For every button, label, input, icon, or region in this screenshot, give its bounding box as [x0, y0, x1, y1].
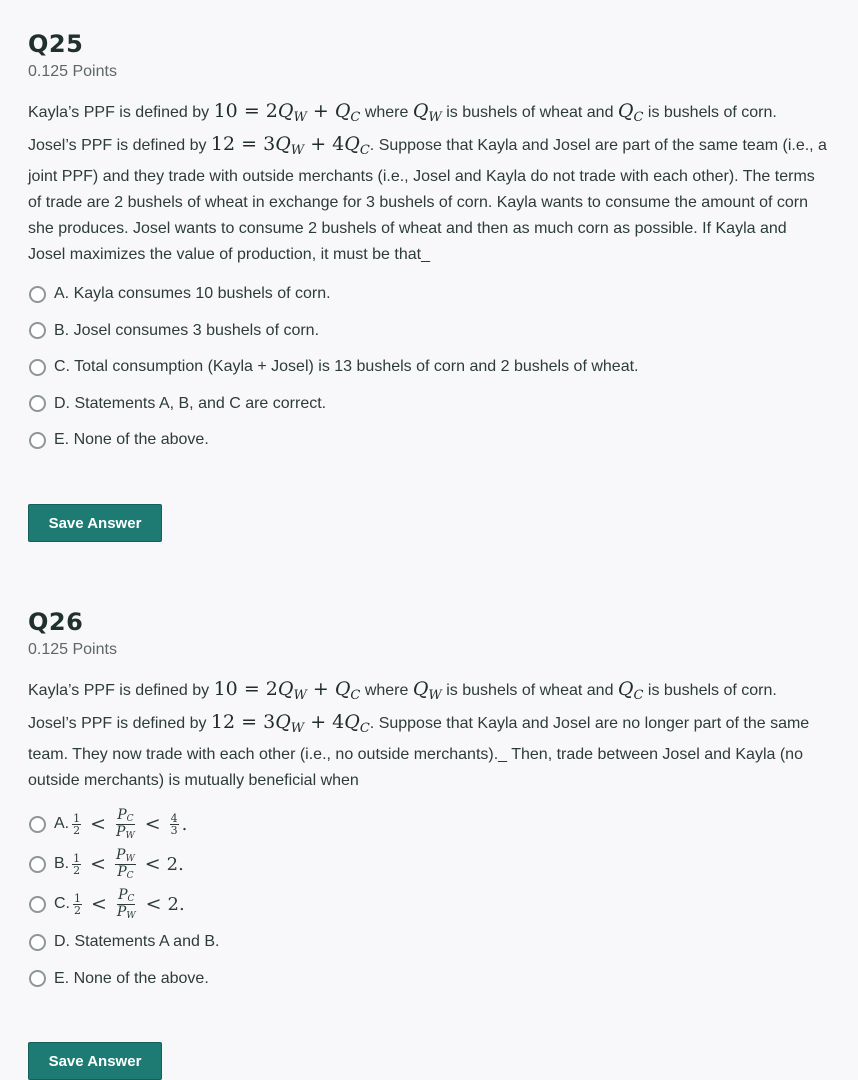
josel-ppf-equation: $12 = 3Q_W + 4Q_C$ [210, 711, 370, 736]
radio-button[interactable] [29, 395, 46, 412]
kayla-ppf-equation: $10 = 2Q_W + Q_C$ [213, 678, 361, 703]
kayla-ppf-equation: $10 = 2Q_W + Q_C$ [213, 100, 361, 125]
option-c[interactable]: C. Total consumption (Kayla + Josel) is 13 bushels of corn and 2 bushels of wheat. [28, 349, 828, 386]
radio-button[interactable] [29, 816, 46, 833]
radio-button[interactable] [29, 934, 46, 951]
option-c[interactable]: C. $\frac{1}{2}$ < $\frac{PC}{PW}$ < 2. [28, 884, 828, 924]
question-q26 [28, 608, 828, 997]
question-prompt: Kayla’s PPF is defined by $10 = 2Q_W + Q_C$ where $Q_W$ is bushels of wheat and $Q_C$ is bushels of corn. Josel’s PPF is defined by $12 = 3Q_W + 4Q_C$. Suppose that Kayla and Josel are part of the same team (i.e., a joint PPF) and they trade with outside merchants (i.e., Josel and Kayla do not trade with each other). The terms of trade are 2 bushels of wheat in exchange for 3 bushels of corn. Kayla wants to consume the amount of corn she produces. Josel wants to consume 2 bushels of wheat and then as much corn as possible. If Kayla and Josel maximizes the value of production, it must be that_ [28, 100, 827, 263]
radio-button[interactable] [29, 432, 46, 449]
save-answer-button[interactable]: Save Answer [28, 1042, 162, 1080]
radio-button[interactable] [29, 359, 46, 376]
question-title: Q26 [28, 608, 84, 636]
radio-button[interactable] [29, 286, 46, 303]
price-ratio: $\frac{PW}{PC}$ [116, 846, 135, 881]
radio-button[interactable] [29, 970, 46, 987]
option-d[interactable]: D. Statements A, B, and C are correct. [28, 386, 828, 423]
option-e[interactable]: E. None of the above. [28, 422, 828, 459]
answer-options [28, 276, 828, 459]
option-e[interactable]: E. None of the above. [28, 961, 828, 998]
fraction-one-half: $\frac{1}{2}$ [73, 851, 81, 877]
option-d[interactable]: D. Statements A and B. [28, 924, 828, 961]
question-prompt: Kayla’s PPF is defined by $10 = 2Q_W + Q_C$ where $Q_W$ is bushels of wheat and $Q_C$ is bushels of corn. Josel’s PPF is defined by $12 = 3Q_W + 4Q_C$. Suppose that Kayla and Josel are no longer part of the same team. They now trade with each other (i.e., no outside merchants)._ Then, trade between Josel and Kayla (no outside merchants) is mutually beneficial when [28, 678, 810, 789]
fraction-one-half: $\frac{1}{2}$ [74, 891, 81, 917]
radio-button[interactable] [29, 322, 46, 339]
radio-button[interactable] [29, 896, 46, 913]
price-ratio: $\frac{PC}{PW}$ [116, 806, 135, 841]
option-a[interactable]: A. Kayla consumes 10 bushels of corn. [28, 276, 828, 313]
question-points: 0.125 Points [28, 63, 117, 80]
option-a[interactable]: A. $\frac{1}{2}$ < $\frac{PC}{PW}$ < $\frac{4}{3}$ . [28, 804, 828, 844]
question-q25 [28, 30, 828, 459]
josel-ppf-equation: $12 = 3Q_W + 4Q_C$ [210, 133, 370, 158]
fraction-four-thirds: $\frac{4}{3}$ [170, 811, 178, 837]
radio-button[interactable] [29, 856, 46, 873]
price-ratio: $\frac{PC}{PW}$ [116, 886, 136, 921]
save-answer-button[interactable]: Save Answer [28, 504, 162, 542]
question-title: Q25 [28, 30, 84, 58]
fraction-one-half: $\frac{1}{2}$ [73, 811, 81, 837]
question-points: 0.125 Points [28, 641, 117, 658]
option-b[interactable]: B. Josel consumes 3 bushels of corn. [28, 313, 828, 350]
answer-options [28, 804, 828, 997]
option-b[interactable]: B. $\frac{1}{2}$ < $\frac{PW}{PC}$ < 2. [28, 844, 828, 884]
